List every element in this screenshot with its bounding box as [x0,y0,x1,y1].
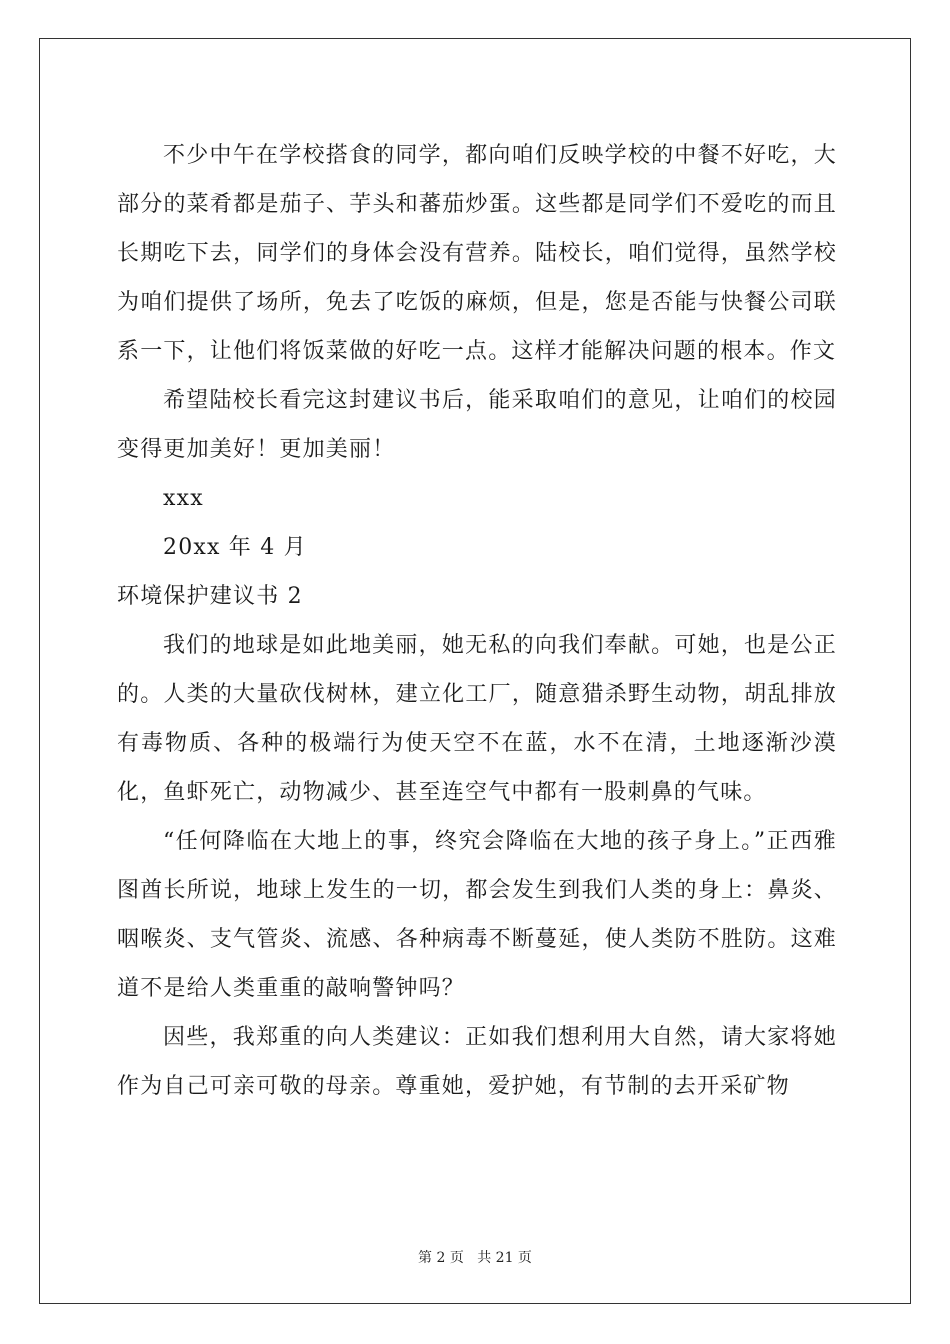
paragraph-hope: 希望陆校长看完这封建议书后，能采取咱们的意见，让咱们的校园变得更加美好！更加美丽！ [117,388,837,462]
total-pages: 共 21 页 [477,1250,532,1266]
signature-date: 20xx 年 4 月 [163,535,307,560]
page-number: 第 2 页 [418,1250,464,1266]
page-footer [0,1247,950,1267]
paragraph-earth: 我们的地球是如此地美丽，她无私的向我们奉献。可她，也是公正的。人类的大量砍伐树林，建立化工厂，随意猎杀野生动物，胡乱排放有毒物质、各种的极端行为使天空不在蓝，水不在清，土地逐渐沙漠化，鱼虾死亡，动物减少、甚至连空气中都有一股刺鼻的气味。 [117,633,837,805]
paragraph-lunch-complaint: 不少中午在学校搭食的同学，都向咱们反映学校的中餐不好吃，大部分的菜肴都是茄子、芋头和蕃茄炒蛋。这些都是同学们不爱吃的而且长期吃下去，同学们的身体会没有营养。陆校长，咱们觉得，虽然学校为咱们提供了场所，免去了吃饭的麻烦，但是，您是否能与快餐公司联系一下，让他们将饭菜做的好吃一点。这样才能解决问题的根本。作文 [117,143,837,364]
paragraph-quote: “任何降临在大地上的事，终究会降临在大地的孩子身上。”正西雅图酋长所说，地球上发生的一切，都会发生到我们人类的身上：鼻炎、咽喉炎、支气管炎、流感、各种病毒不断蔓延，使人类防不胜防。这难道不是给人类重重的敲响警钟吗？ [117,829,837,1001]
section-heading: 环境保护建议书 2 [117,584,303,609]
document-body [117,131,837,1111]
paragraph-proposal: 因些，我郑重的向人类建议：正如我们想利用大自然，请大家将她作为自己可亲可敬的母亲。尊重她，爱护她，有节制的去开采矿物 [117,1025,837,1099]
signature-name: xxx [163,486,204,511]
